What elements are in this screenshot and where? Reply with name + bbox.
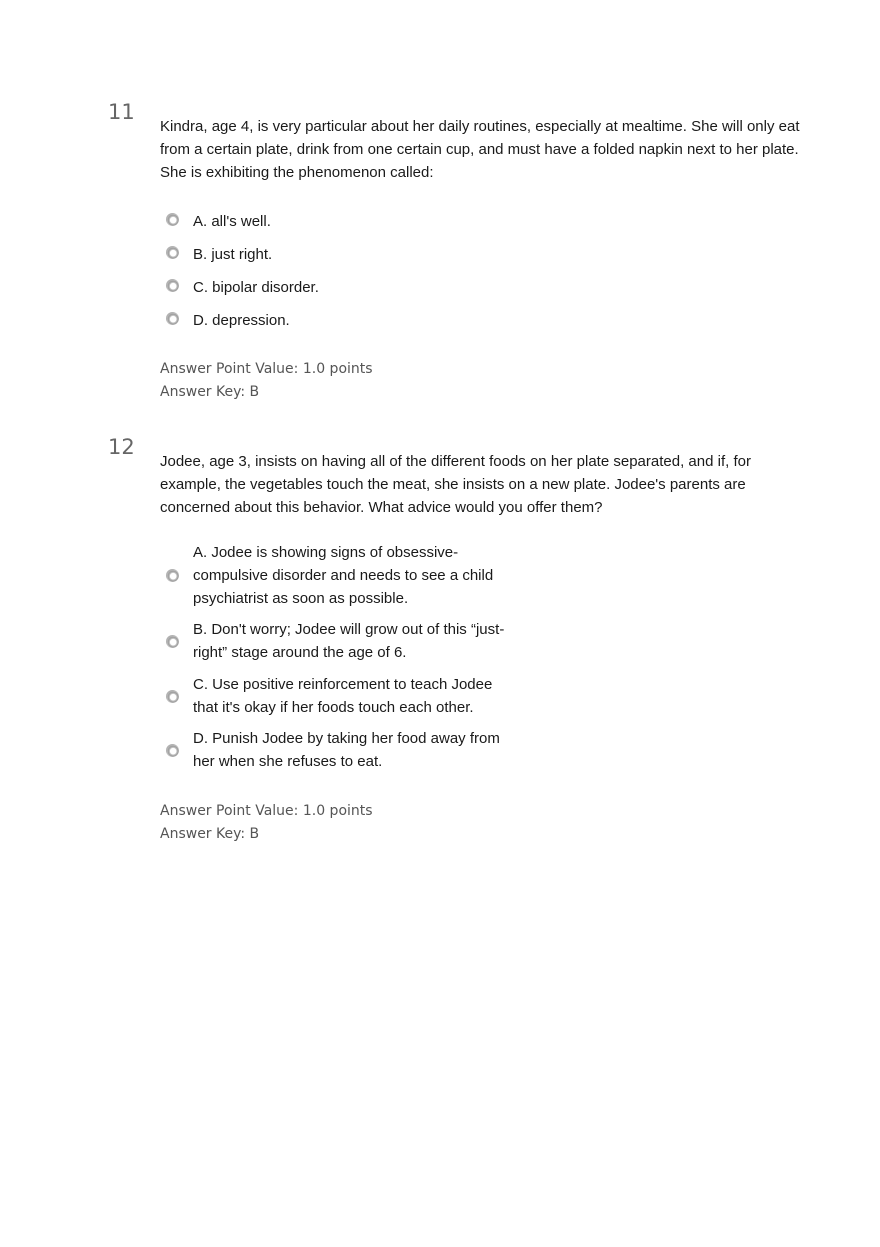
option-c[interactable] <box>166 673 513 719</box>
option-d[interactable] <box>166 305 290 332</box>
question-text: Kindra, age 4, is very particular about her daily routines, especially at mealtime. She will only eat from a certain plate, drink from one certain cup, and must have a folded napkin next to her plate. She is exhibiting the phenomenon called: <box>160 118 800 181</box>
option-label: A. all's well. <box>193 213 271 230</box>
option-b[interactable] <box>166 239 272 266</box>
question-text: Jodee, age 3, insists on having all of the different foods on her plate separated, and if, for example, the vegetables touch the meat, she insists on a new plate. Jodee's parents are concerned about this behavior. What advice would you offer them? <box>160 453 751 516</box>
option-label: C. bipolar disorder. <box>193 279 319 296</box>
option-label: C. Use positive reinforcement to teach Jodee that it's okay if her foods touch each other. <box>193 676 493 716</box>
option-label: B. just right. <box>193 246 273 263</box>
option-label: B. Don't worry; Jodee will grow out of this “just-right” stage around the age of 6. <box>193 621 505 661</box>
radio-button-icon[interactable] <box>166 213 179 226</box>
option-a[interactable] <box>166 206 271 233</box>
option-b[interactable] <box>166 618 513 664</box>
radio-button-icon[interactable] <box>166 279 179 292</box>
radio-button-icon[interactable] <box>166 312 179 325</box>
option-a[interactable] <box>166 541 513 610</box>
point-value: Answer Point Value: 1.0 points <box>160 803 373 819</box>
radio-button-icon[interactable] <box>166 569 179 582</box>
option-label: A. Jodee is showing signs of obsessive-compulsive disorder and needs to see a child psychiatrist as soon as possible. <box>193 544 494 607</box>
answer-key: Answer Key: B <box>160 826 260 842</box>
option-c[interactable] <box>166 272 319 299</box>
radio-button-icon[interactable] <box>166 690 179 703</box>
question-number: 11 <box>108 100 135 124</box>
radio-button-icon[interactable] <box>166 246 179 259</box>
option-d[interactable] <box>166 727 513 773</box>
option-label: D. Punish Jodee by taking her food away from her when she refuses to eat. <box>193 730 500 770</box>
question-number: 12 <box>108 435 135 459</box>
radio-button-icon[interactable] <box>166 744 179 757</box>
radio-button-icon[interactable] <box>166 635 179 648</box>
point-value: Answer Point Value: 1.0 points <box>160 361 373 377</box>
option-label: D. depression. <box>193 312 290 329</box>
answer-key: Answer Key: B <box>160 384 260 400</box>
